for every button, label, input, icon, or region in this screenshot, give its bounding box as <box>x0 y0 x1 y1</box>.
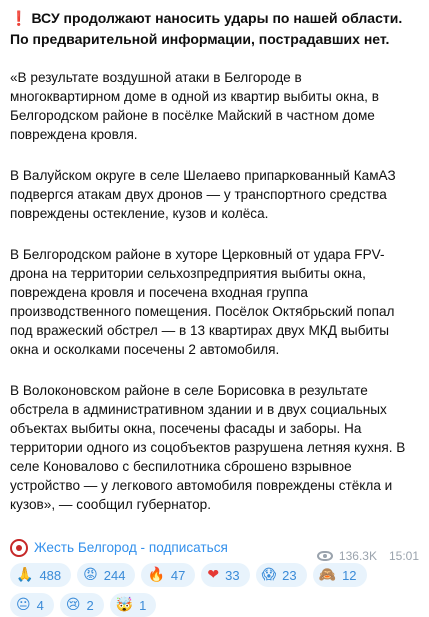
shocked-emoji-icon: 😱 <box>261 567 277 583</box>
channel-logo-icon <box>10 539 28 557</box>
post-paragraph-3: В Белгородском районе в хуторе Церковный от удара FPV-дрона на территории сельхозпредприятия выбиты окна, повреждена кровля и посечена входная группа производственного помещения. Посёлок Октябрьский попал под вражеский обстрел — в 13 квартирах двух МКД выбиты окна и осколками посечены 2 автомобиля. <box>10 247 395 357</box>
post-time: 15:01 <box>388 549 419 563</box>
reaction-see-no-evil[interactable] <box>313 563 367 587</box>
reaction-count: 2 <box>86 597 94 613</box>
post-paragraph-1: «В результате воздушной атаки в Белгороде в многоквартирном доме в одной из квартир выбиты окна, в Белгородском районе в посёлке Майский в частном доме повреждена кровля. <box>10 70 379 142</box>
view-count: 136.3K <box>338 549 377 563</box>
angry-emoji-icon: 😡 <box>83 567 98 583</box>
pray-emoji-icon: 🙏 <box>16 567 34 583</box>
reaction-fire[interactable] <box>141 563 195 587</box>
see-no-evil-monkey-emoji-icon: 🙈 <box>318 567 337 583</box>
reaction-mind-blown[interactable] <box>110 593 157 617</box>
reaction-pray[interactable] <box>10 563 71 587</box>
post-title-text: ВСУ продолжают наносить удары по нашей области. По предварительной информации, пострадавших нет. <box>10 10 403 47</box>
reaction-crying[interactable] <box>60 593 104 617</box>
reaction-count: 488 <box>39 567 62 583</box>
reaction-count: 12 <box>342 567 357 583</box>
reaction-count: 1 <box>139 597 147 613</box>
reaction-angry[interactable] <box>77 563 135 587</box>
channel-link-text[interactable]: Жесть Белгород - подписаться <box>34 540 228 555</box>
reaction-count: 244 <box>103 567 126 583</box>
neutral-face-emoji-icon: 😐 <box>16 597 31 613</box>
reaction-heart[interactable] <box>201 563 249 587</box>
heart-emoji-icon: ❤ <box>207 567 220 583</box>
fire-emoji-icon: 🔥 <box>147 567 165 583</box>
mind-blown-emoji-icon: 🤯 <box>115 597 134 613</box>
post-paragraph-4: В Волоконовском районе в селе Борисовка в результате обстрела в административном здании и в двух социальных объектах выбиты окна, посечены фасады и заборы. На территории одного из соцобъектов разрушена летняя кухня. В селе Коновалово с беспилотника сброшено взрывное устройство — у легкового автомобиля повреждены стёкла и кузов», — сообщил губернатор. <box>10 383 406 512</box>
reaction-count: 23 <box>282 567 297 583</box>
reaction-shocked[interactable] <box>256 563 307 587</box>
reaction-count: 4 <box>36 597 44 613</box>
crying-emoji-icon: 😢 <box>65 597 81 613</box>
reaction-neutral[interactable] <box>10 593 54 617</box>
post-paragraph-2: В Валуйском округе в селе Шелаево припаркованный КамАЗ подвергся атакам двух дронов — у транспортного средства повреждены остекление, кузов и колёса. <box>10 168 396 221</box>
reaction-count: 47 <box>170 567 186 583</box>
message-footer <box>317 549 419 563</box>
reaction-count: 33 <box>225 567 240 583</box>
post-title <box>10 8 415 50</box>
exclamation-icon: ❗ <box>10 10 28 26</box>
reactions-bar <box>10 563 410 617</box>
eye-icon <box>317 551 333 561</box>
